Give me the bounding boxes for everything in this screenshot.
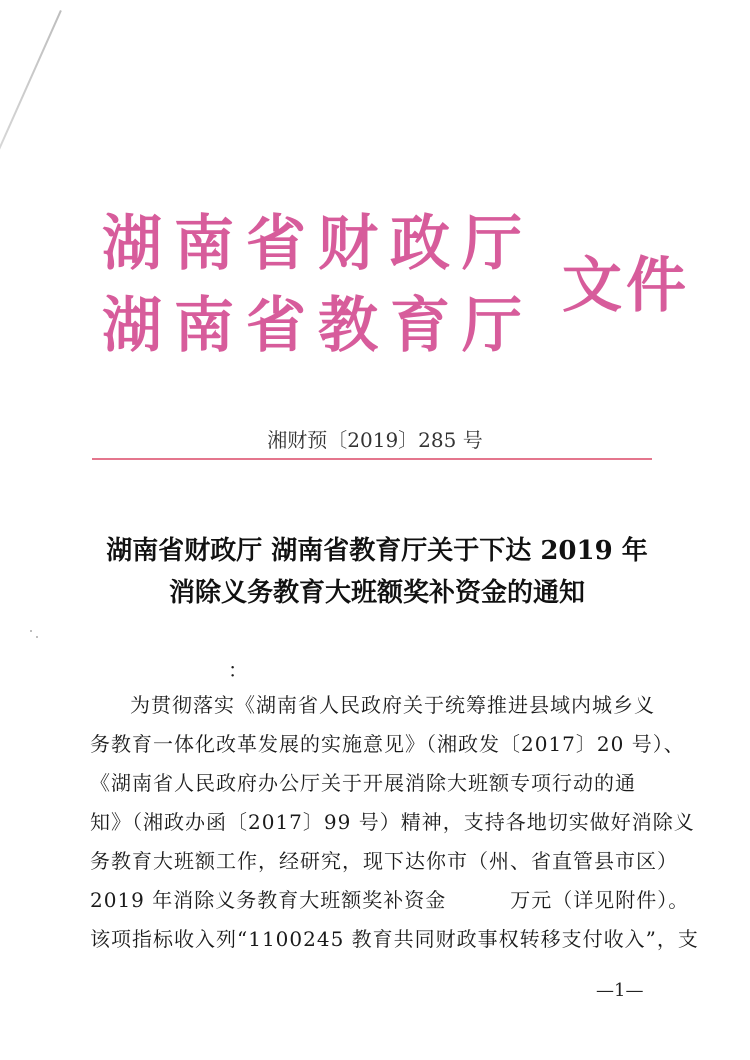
body-line: 《湖南省人民政府办公厅关于开展消除大班额专项行动的通 <box>90 771 636 795</box>
masthead-agency-finance: 湖南省财政厅 <box>102 209 534 279</box>
body-line: 务教育大班额工作，经研究，现下达你市（州、省直管县市区） <box>90 849 678 873</box>
body-line-fund-unit: 万元（详见附件）。 <box>510 888 690 912</box>
notice-title-line-2: 消除义务教育大班额奖补资金的通知 <box>168 578 585 608</box>
salutation: ： <box>228 658 248 682</box>
notice-title <box>92 530 662 614</box>
scan-speck <box>30 630 32 632</box>
body-line: 为贯彻落实《湖南省人民政府关于统筹推进县域内城乡义 <box>130 693 655 717</box>
body-line: 务教育一体化改革发展的实施意见》（湘政发〔2017〕20 号）、 <box>90 732 685 756</box>
red-separator-rule <box>92 458 652 460</box>
document-number: 湘财预〔2019〕285 号 <box>267 428 483 452</box>
scan-speck <box>36 636 38 638</box>
scan-artifact-line <box>0 10 62 248</box>
body-paragraph <box>90 686 699 959</box>
page-number: —1— <box>596 980 644 1001</box>
notice-title-line-1: 湖南省财政厅 湖南省教育厅关于下达 2019 年 <box>106 536 648 566</box>
body-line: 该项指标收入列“1100245 教育共同财政事权转移支付收入”，支 <box>90 927 699 951</box>
body-line-fund-text: 2019 年消除义务教育大班额奖补资金 <box>90 888 447 912</box>
masthead-document-word: 文件 <box>562 251 690 321</box>
document-masthead <box>102 196 692 366</box>
body-line <box>90 881 690 920</box>
body-line: 知》（湘政办函〔2017〕99 号）精神，支持各地切实做好消除义 <box>90 810 695 834</box>
masthead-agency-education: 湖南省教育厅 <box>102 291 534 361</box>
